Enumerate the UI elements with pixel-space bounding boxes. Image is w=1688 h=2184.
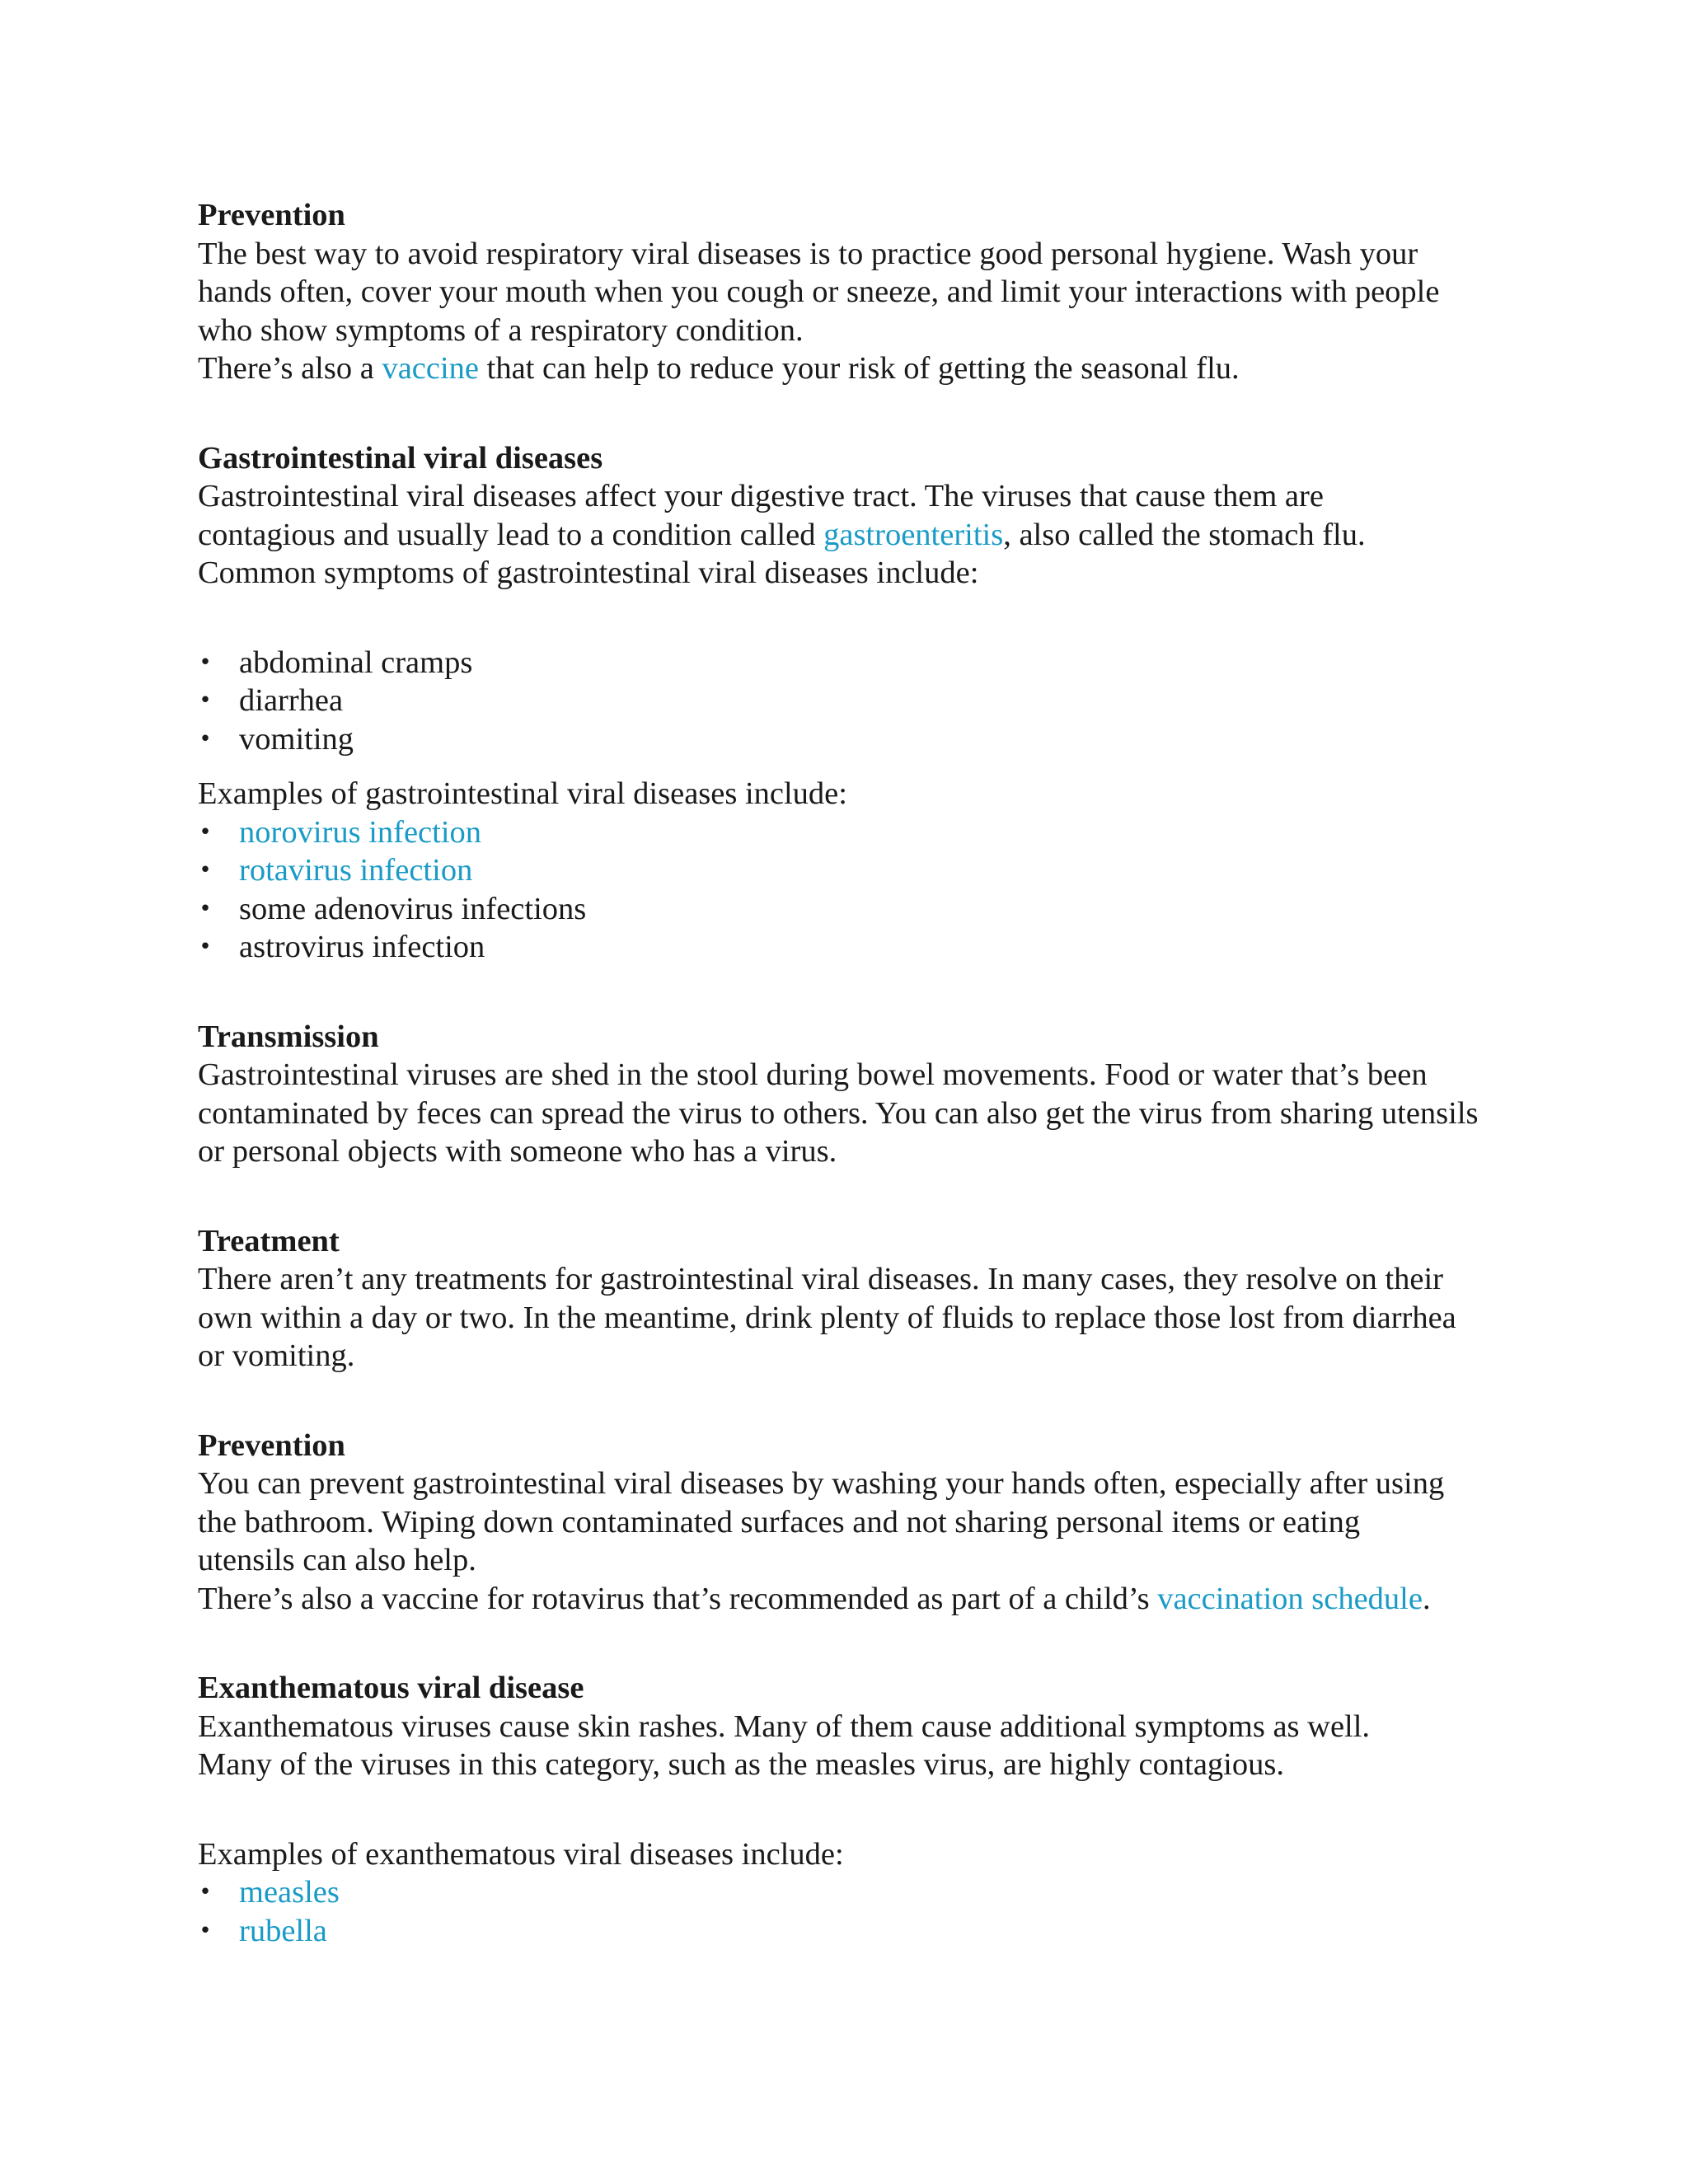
paragraph: There aren’t any treatments for gastrointestinal viral diseases. In many cases, they resolve on their own within a day or two. In the meantime, drink plenty of fluids to replace those lost from diarrhea or vomiting. [198, 1262, 1456, 1373]
list-item [198, 851, 1500, 890]
paragraph: Common symptoms of gastrointestinal viral diseases include: [198, 555, 979, 590]
text: that can help to reduce your risk of getting the seasonal flu. [479, 351, 1240, 386]
rotavirus-link[interactable]: rotavirus infection [239, 853, 473, 888]
paragraph: Examples of exanthematous viral diseases include: [198, 1836, 844, 1872]
text: . [1422, 1581, 1431, 1616]
list-item: • abdominal cramps [198, 644, 1500, 682]
symptoms-list [198, 644, 1500, 759]
list-item [198, 813, 1500, 852]
section-heading: Exanthematous viral disease [198, 1671, 584, 1705]
paragraph [198, 1580, 1434, 1619]
list-item [198, 1912, 1500, 1951]
text: Gastrointestinal viral diseases affect your digestive tract. The viruses that cause them are contagious and usually lead to a condition called [198, 479, 1324, 552]
examples-list [198, 813, 1500, 967]
document-page [198, 196, 1500, 1950]
paragraph: Examples of gastrointestinal viral diseases include: [198, 776, 847, 811]
rubella-link[interactable]: rubella [239, 1913, 327, 1948]
section-heading: Gastrointestinal viral diseases [198, 440, 603, 476]
section-respiratory-prevention [198, 196, 1500, 388]
list-item: • some adenovirus infections [198, 890, 1500, 929]
bullet-icon: • [199, 935, 212, 959]
paragraph: The best way to avoid respiratory viral diseases is to practice good personal hygiene. Wash your hands often, cover your mouth when you cough or sneeze, and limit your interactions with people who show symptoms of a respiratory condition. [198, 236, 1440, 348]
paragraph: You can prevent gastrointestinal viral diseases by washing your hands often, especially after using the bathroom. Wiping down contaminated surfaces and not sharing personal items or eating utensils can also help. [198, 1466, 1445, 1577]
text: , also called the stomach flu. [1003, 517, 1366, 552]
vaccination-schedule-link[interactable]: vaccination schedule [1157, 1581, 1423, 1616]
section-heading: Treatment [198, 1223, 340, 1258]
bullet-icon: • [199, 726, 212, 752]
gastroenteritis-link[interactable]: gastroenteritis [823, 517, 1004, 552]
paragraph [198, 349, 1500, 388]
section-heading: Prevention [198, 198, 345, 232]
bullet-icon: • [199, 649, 212, 675]
section-exanthematous [198, 1669, 1500, 1950]
norovirus-link[interactable]: norovirus infection [239, 814, 482, 850]
bullet-icon: • [199, 896, 212, 921]
bullet-icon: • [199, 1880, 212, 1905]
list-item [198, 1873, 1500, 1912]
list-item: • diarrhea [198, 682, 1500, 720]
bullet-icon: • [199, 1918, 212, 1943]
list-item: • astrovirus infection [198, 928, 1500, 967]
section-gastrointestinal [198, 439, 1500, 967]
text: There’s also a [198, 351, 382, 386]
paragraph: Exanthematous viruses cause skin rashes. Many of them cause additional symptoms as well. Many of the viruses in this category, such as the measles virus, are highly contagious. [198, 1708, 1371, 1782]
section-heading: Transmission [198, 1019, 379, 1054]
list-item: • vomiting [198, 720, 1500, 759]
section-gastrointestinal-prevention [198, 1427, 1500, 1619]
bullet-icon: • [199, 858, 212, 883]
text: There’s also a vaccine for rotavirus that’s recommended as part of a child’s [198, 1581, 1158, 1616]
section-transmission [198, 1018, 1500, 1171]
bullet-icon: • [199, 819, 212, 845]
bullet-icon: • [199, 688, 212, 713]
section-treatment [198, 1222, 1500, 1376]
paragraph: Gastrointestinal viruses are shed in the stool during bowel movements. Food or water that’s been contaminated by feces can spread the virus to others. You can also get the virus from sharing utensils or personal objects with someone who has a virus. [198, 1057, 1479, 1169]
section-heading: Prevention [198, 1427, 345, 1463]
examples-list [198, 1873, 1500, 1950]
vaccine-link[interactable]: vaccine [382, 351, 479, 386]
paragraph [198, 477, 1451, 554]
measles-link[interactable]: measles [239, 1875, 340, 1910]
